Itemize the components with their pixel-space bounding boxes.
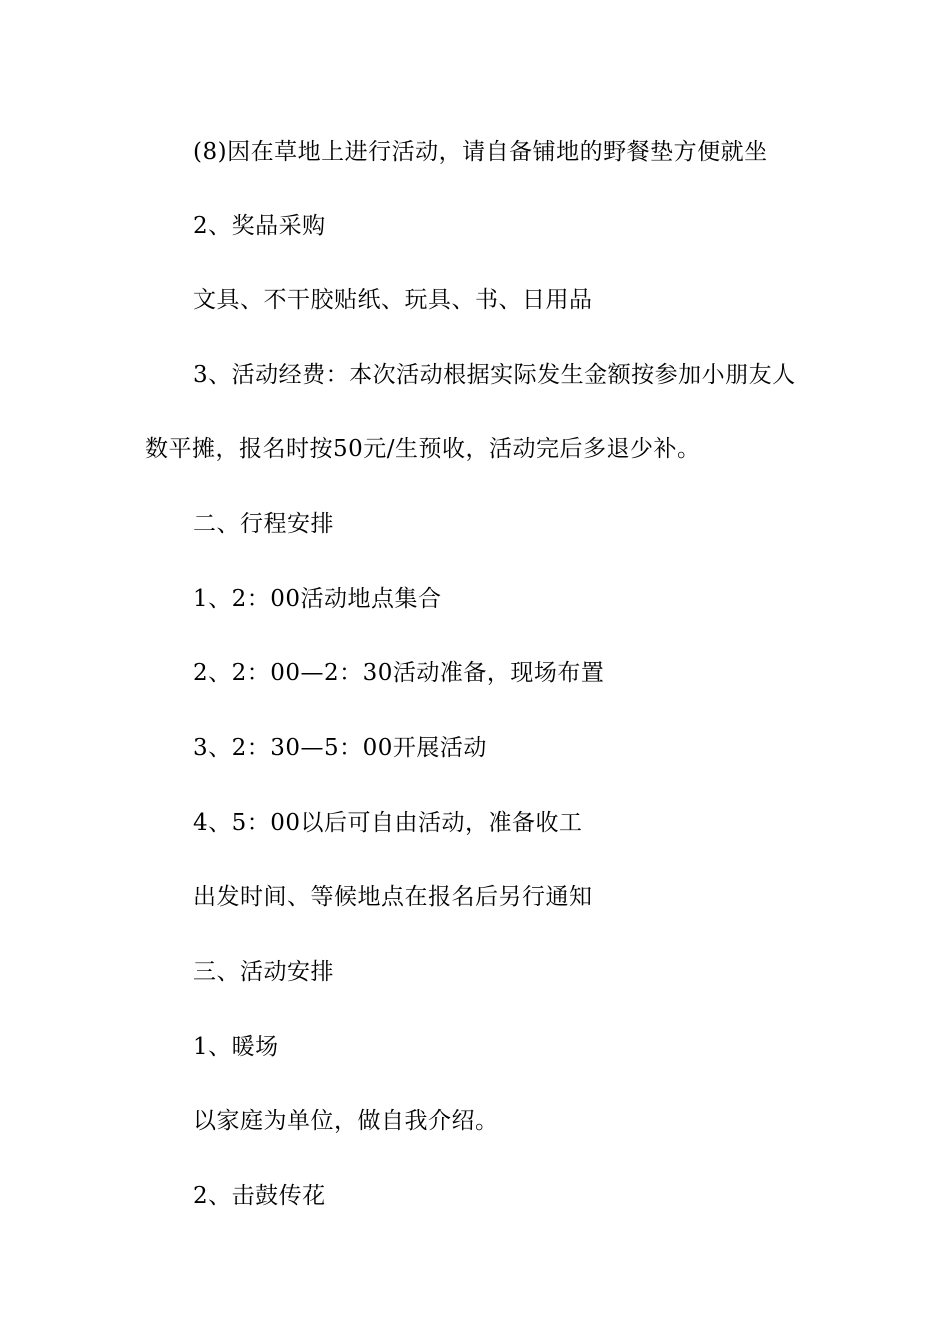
- text-line-schedule-item-4: 4、5：00以后可自由活动，准备收工: [193, 810, 583, 836]
- text-line-prize-purchase-heading: 2、奖品采购: [193, 213, 326, 239]
- text-line-schedule-item-2: 2、2：00—2：30活动准备，现场布置: [193, 660, 605, 686]
- text-line-departure-note: 出发时间、等候地点在报名后另行通知: [193, 884, 593, 910]
- text-line-schedule-item-3: 3、2：30—5：00开展活动: [193, 735, 487, 761]
- text-line-schedule-item-1: 1、2：00活动地点集合: [193, 586, 442, 612]
- text-line-activity-heading: 三、活动安排: [193, 959, 334, 985]
- text-line-drum-game-heading: 2、击鼓传花: [193, 1183, 326, 1209]
- text-line-picnic-mat-note: (8)因在草地上进行活动，请自备铺地的野餐垫方便就坐: [193, 139, 768, 165]
- text-line-budget-part2: 数平摊，报名时按50元/生预收，活动完后多退少补。: [145, 436, 701, 462]
- text-line-prize-items: 文具、不干胶贴纸、玩具、书、日用品: [193, 287, 593, 313]
- text-line-warmup-desc: 以家庭为单位，做自我介绍。: [193, 1108, 499, 1134]
- text-line-warmup-heading: 1、暖场: [193, 1034, 279, 1060]
- text-line-schedule-heading: 二、行程安排: [193, 511, 334, 537]
- text-line-budget-part1: 3、活动经费：本次活动根据实际发生金额按参加小朋友人: [193, 362, 796, 388]
